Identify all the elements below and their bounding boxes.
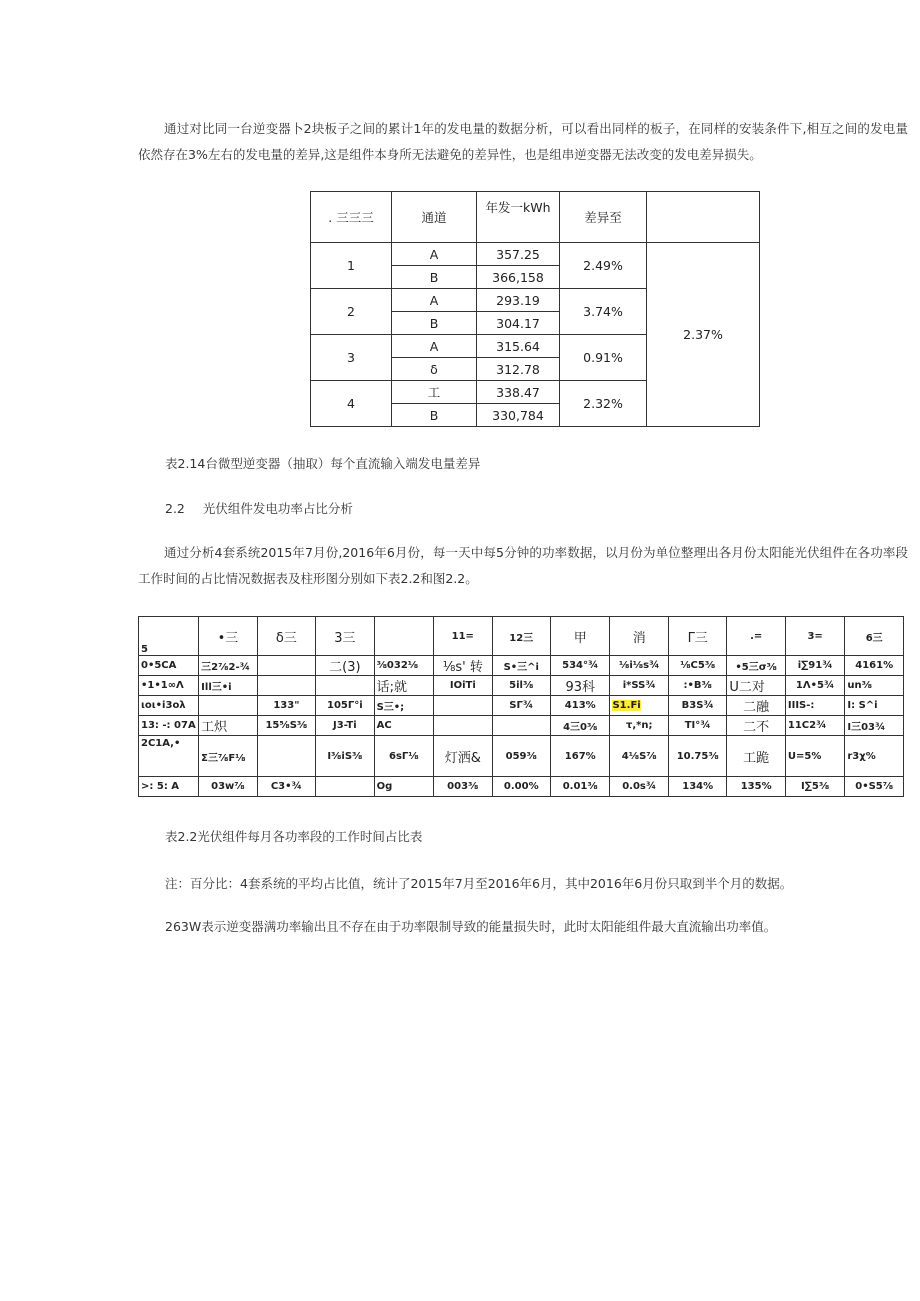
table-cell: 二融: [727, 696, 785, 716]
table-cell: 3=: [785, 617, 844, 656]
table-cell: .=: [727, 617, 785, 656]
table-cell: 167%: [551, 736, 610, 777]
note-paragraph: 263W表示逆变器满功率输出且不存在由于功率限制导致的能量损失时，此时太阳能组件最大直流输出功率值。: [165, 919, 777, 934]
table-cell: 6sΓ⅛: [374, 736, 433, 777]
analysis-paragraph: 通过分析4套系统2015年7月份,2016年6月份，每一天中每5分钟的功率数据，以月份为单位整理出各月份太阳能光伏组件在各功率段工作时间的占比情况数据表及柱形图分别如下表2.2和图2.2。: [138, 545, 908, 586]
channel-cell: B: [392, 266, 477, 289]
section-number: 2.2: [165, 501, 185, 516]
table-cell: Og: [374, 777, 433, 797]
table-cell: TI°¾: [668, 716, 726, 736]
channel-cell: A: [392, 289, 477, 312]
table-cell: 5: [139, 617, 199, 656]
table-cell: 0.01⅜: [551, 777, 610, 797]
intro-paragraph: 通过对比同一台逆变器卜2块板子之间的累计1年的发电量的数据分析，可以看出同样的板子，在同样的安装条件下,相互之间的发电量依然存在3%左右的发电量的差异,这是组件本身所无法避免的差异性，也是组串逆变器无法改变的发电差异损失。: [138, 121, 908, 162]
table-cell: 12三: [492, 617, 550, 656]
value-cell: 338.47: [477, 381, 560, 404]
table-cell: I∑5⅜: [785, 777, 844, 797]
diff-cell: 3.74%: [560, 289, 647, 335]
table-cell: 二(3): [316, 656, 374, 676]
table-cell: IIIS-:: [785, 696, 844, 716]
table-cell: I⅜iS⅜: [316, 736, 374, 777]
table-cell: τ,*n;: [610, 716, 668, 736]
table-header-cell: 年发一kWh: [477, 192, 560, 243]
table2-caption: 表2.2光伏组件每月各功率段的工作时间占比表: [165, 829, 423, 844]
table-cell: U二对: [727, 676, 785, 696]
table-cell: 0.0s¾: [610, 777, 668, 797]
table-cell: [257, 676, 315, 696]
table-cell: 133": [257, 696, 315, 716]
table-cell: 11=: [434, 617, 492, 656]
table1-caption: 表2.14台微型逆变器（抽取）每个直流输入端发电量差异: [165, 456, 481, 471]
table-cell: 0•S5⅞: [845, 777, 904, 797]
table-cell: [257, 656, 315, 676]
table-cell: 6三: [845, 617, 904, 656]
channel-cell: 工: [392, 381, 477, 404]
table-cell: [316, 777, 374, 797]
channel-cell: B: [392, 312, 477, 335]
table-cell: C3•¾: [257, 777, 315, 797]
value-cell: 315.64: [477, 335, 560, 358]
table-cell: >: 5: A: [139, 777, 199, 797]
table-cell: 1Λ•5¾: [785, 676, 844, 696]
table-cell: ιoι•i3oλ: [139, 696, 199, 716]
table-cell: 4⅛S⅞: [610, 736, 668, 777]
table-cell: •1•1∞Λ: [139, 676, 199, 696]
table-cell: :•B⅜: [668, 676, 726, 696]
value-cell: 293.19: [477, 289, 560, 312]
table-cell: ⅛i⅛s¾: [610, 656, 668, 676]
table-cell: I三03¾: [845, 716, 904, 736]
table-cell: 2C1A,•: [139, 736, 199, 777]
table-cell: δ三: [257, 617, 315, 656]
table-cell: ⅛s' 转: [434, 656, 492, 676]
table-cell: 534°¾: [551, 656, 610, 676]
table-header-cell: . 三三三: [311, 192, 392, 243]
table-cell: [316, 676, 374, 696]
value-cell: 357.25: [477, 243, 560, 266]
channel-cell: A: [392, 243, 477, 266]
channel-cell: δ: [392, 358, 477, 381]
table-cell: 二不: [727, 716, 785, 736]
table-cell: 三2⅞2-¾: [199, 656, 257, 676]
group-cell: 2: [311, 289, 392, 335]
table-cell: [492, 716, 550, 736]
highlighted-cell: [610, 696, 668, 716]
table-cell: 工跪: [727, 736, 785, 777]
table-cell: S三•;: [374, 696, 433, 716]
value-cell: 312.78: [477, 358, 560, 381]
table-cell: IOiTi: [434, 676, 492, 696]
table-cell: U=5%: [785, 736, 844, 777]
table-cell: 03w⅞: [199, 777, 257, 797]
overall-cell: 2.37%: [647, 243, 760, 427]
table-cell: [374, 617, 433, 656]
table-cell: 甲: [551, 617, 610, 656]
inverter-difference-table: [310, 191, 760, 427]
diff-cell: 0.91%: [560, 335, 647, 381]
table-cell: 134%: [668, 777, 726, 797]
table-cell: Ill三•i: [199, 676, 257, 696]
table-cell: 13: -: 07A: [139, 716, 199, 736]
diff-cell: 2.32%: [560, 381, 647, 427]
table-cell: 11C2¾: [785, 716, 844, 736]
table-header-cell: 通道: [392, 192, 477, 243]
power-ratio-table: [138, 616, 904, 797]
table-cell: 消: [610, 617, 668, 656]
channel-cell: A: [392, 335, 477, 358]
table-cell: S•三^i: [492, 656, 550, 676]
table-cell: i∑91¾: [785, 656, 844, 676]
value-cell: 304.17: [477, 312, 560, 335]
table-header-cell: 差异至: [560, 192, 647, 243]
channel-cell: B: [392, 404, 477, 427]
note-paragraph: 注：百分比：4套系统的平均占比值，统计了2015年7月至2016年6月，其中2016年6月份只取到半个月的数据。: [165, 876, 793, 891]
table-cell: 135%: [727, 777, 785, 797]
table-cell: ⅛C5⅜: [668, 656, 726, 676]
table-cell: I: S^i: [845, 696, 904, 716]
table-cell: 4161%: [845, 656, 904, 676]
table-cell: 10.75⅜: [668, 736, 726, 777]
group-cell: 4: [311, 381, 392, 427]
table-cell: 话;就: [374, 676, 433, 696]
table-cell: AC: [374, 716, 433, 736]
table-cell: 93科: [551, 676, 610, 696]
table-cell: •5三σ⅜: [727, 656, 785, 676]
table-cell: •三: [199, 617, 257, 656]
table-cell: SΓ¾: [492, 696, 550, 716]
table-cell: Γ三: [668, 617, 726, 656]
table-cell: 4三0⅜: [551, 716, 610, 736]
table-cell: 5il⅜: [492, 676, 550, 696]
table-cell: [257, 736, 315, 777]
table-cell: [434, 696, 492, 716]
diff-cell: 2.49%: [560, 243, 647, 289]
table-cell: 工炽: [199, 716, 257, 736]
table-cell: 15⅝S⅜: [257, 716, 315, 736]
table-cell: ⅜032⅛: [374, 656, 433, 676]
table-cell: Σ三⅞F⅛: [199, 736, 257, 777]
highlight-mark: S1.Fi: [612, 700, 641, 711]
table-cell: 105Γ°i: [316, 696, 374, 716]
value-cell: 366,158: [477, 266, 560, 289]
table-cell: B3S¾: [668, 696, 726, 716]
group-cell: 1: [311, 243, 392, 289]
table-cell: [199, 696, 257, 716]
table-cell: r3χ%: [845, 736, 904, 777]
table-cell: 0.00%: [492, 777, 550, 797]
table-cell: [434, 716, 492, 736]
table-cell: 413%: [551, 696, 610, 716]
section-title: 光伏组件发电功率占比分析: [202, 501, 353, 516]
table-cell: 0•5CA: [139, 656, 199, 676]
section-heading: [165, 496, 353, 522]
table-header-cell: [647, 192, 760, 243]
table-cell: un⅜: [845, 676, 904, 696]
group-cell: 3: [311, 335, 392, 381]
table-cell: 3三: [316, 617, 374, 656]
value-cell: 330,784: [477, 404, 560, 427]
table-cell: 灯洒&: [434, 736, 492, 777]
table-cell: i*SS¾: [610, 676, 668, 696]
table-cell: J3-Ti: [316, 716, 374, 736]
table-cell: 059⅜: [492, 736, 550, 777]
table-cell: 003⅜: [434, 777, 492, 797]
